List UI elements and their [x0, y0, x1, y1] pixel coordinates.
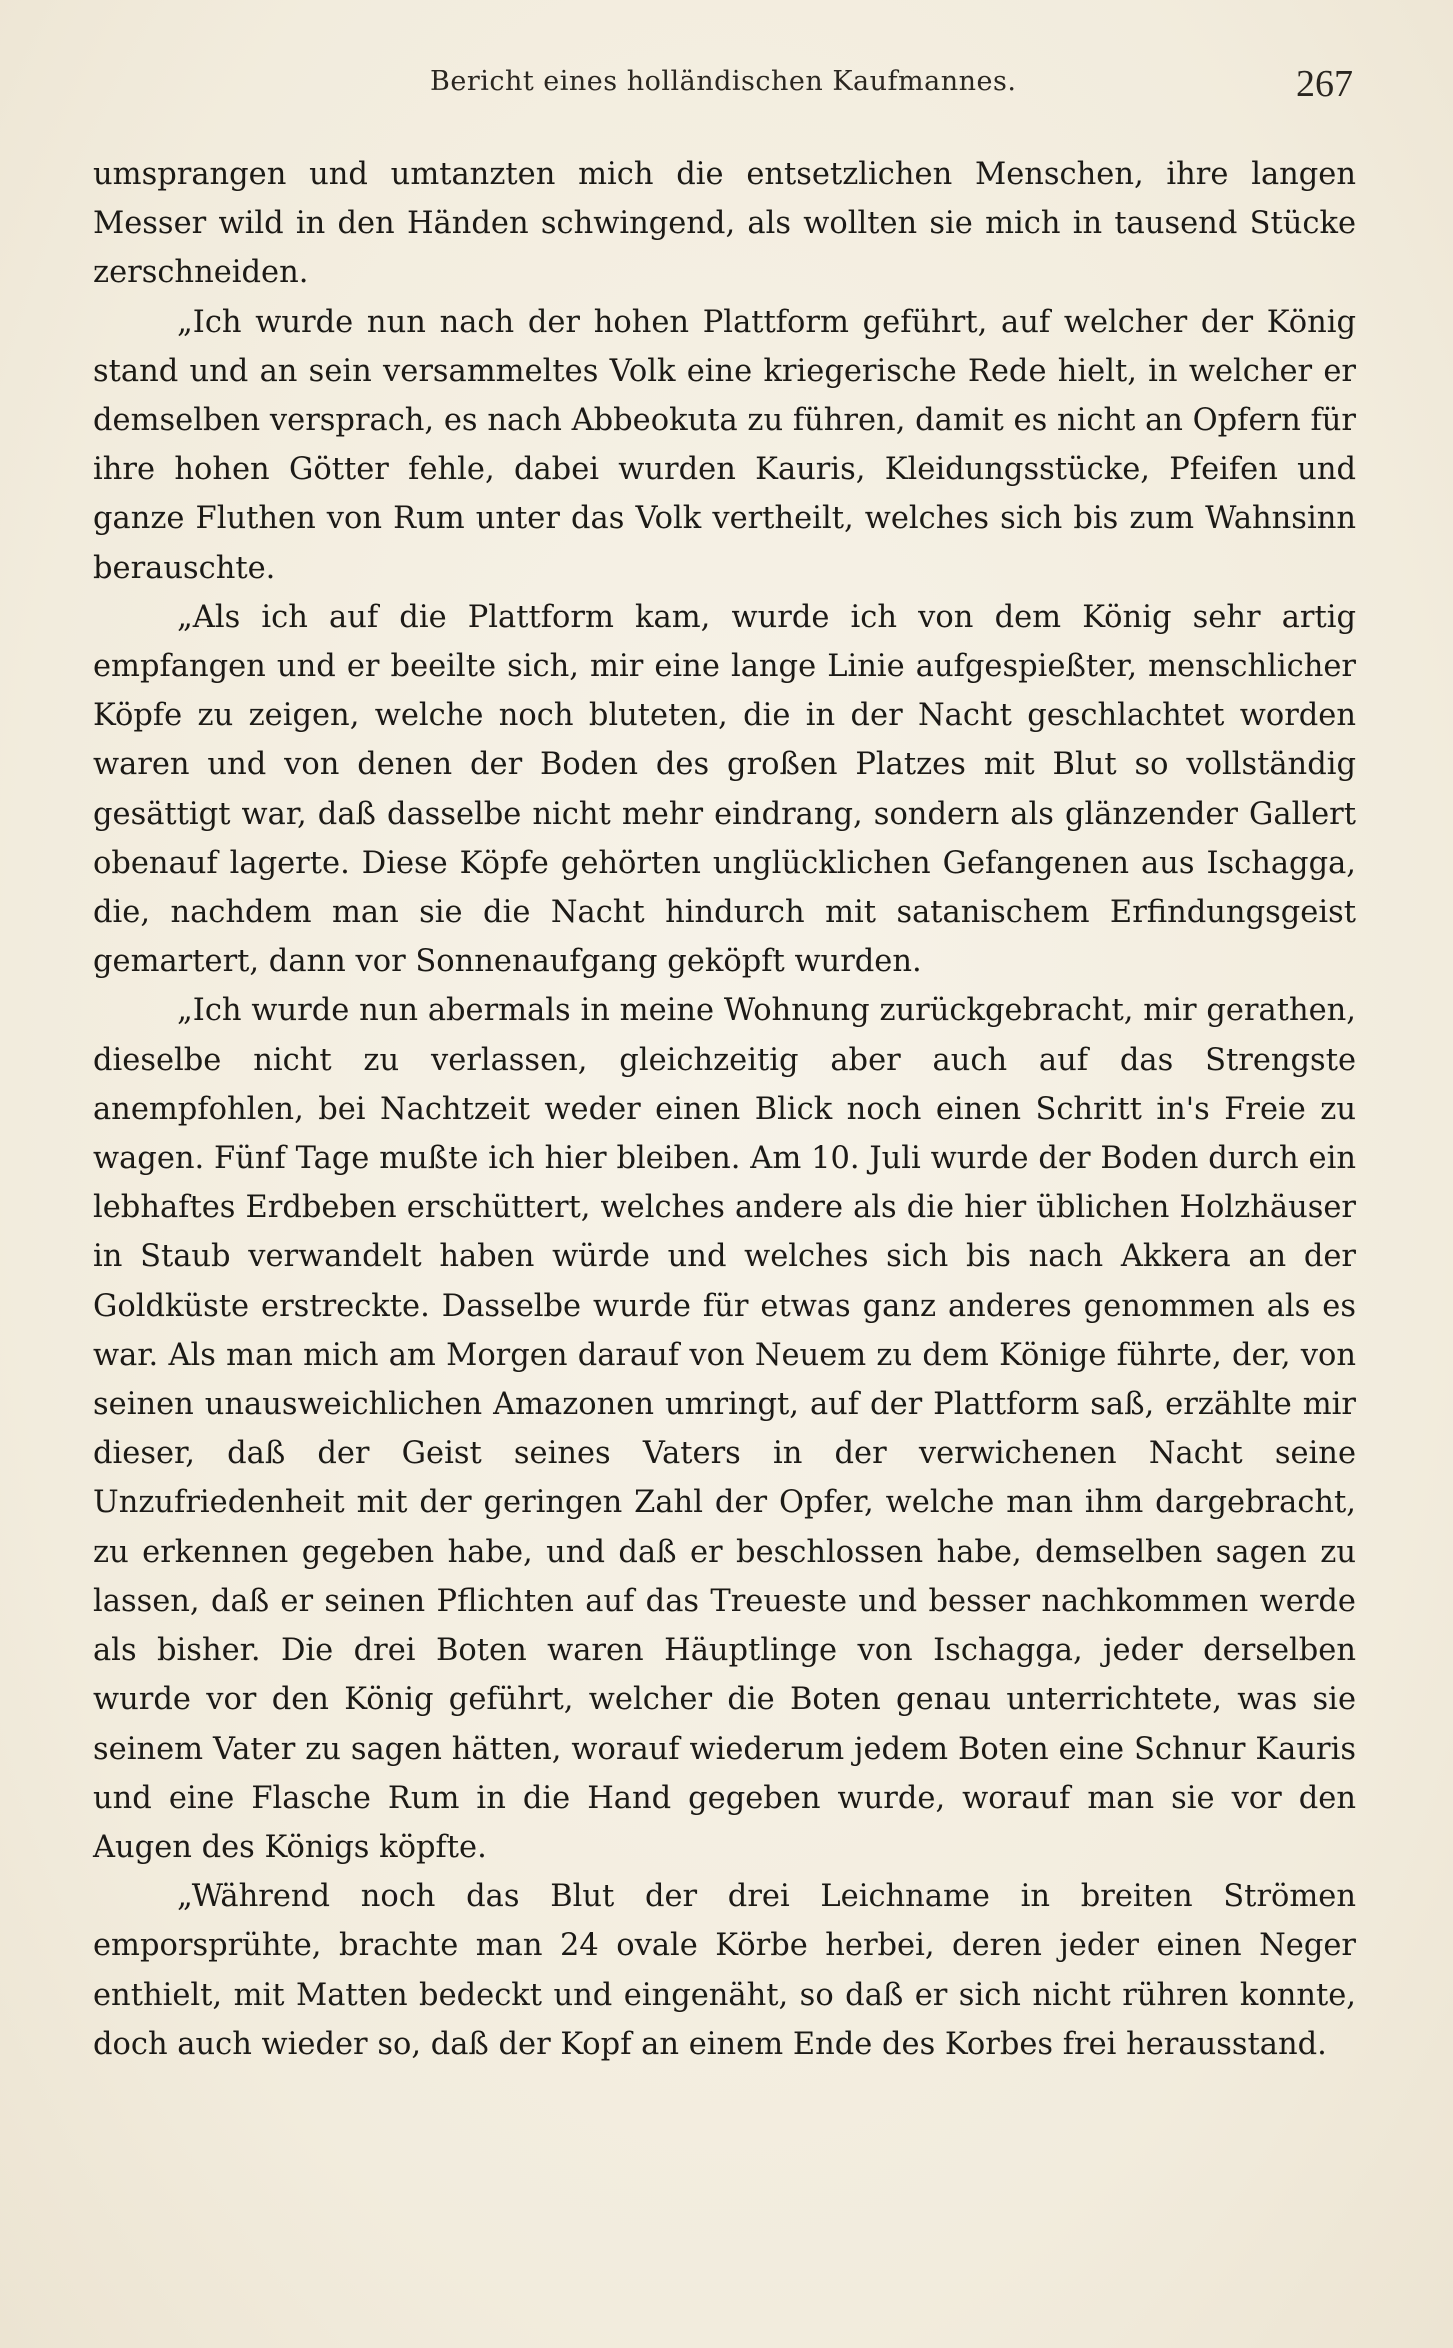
page-header [90, 62, 1353, 112]
paragraph-5: „Während noch das Blut der drei Leichname in breiten Strömen emporsprühte, brachte man 24 ovale Körbe herbei, deren jeder einen Neger enthielt, mit Matten bedeckt und eingenäht, so daß er sich nicht rühren konnte, doch auch wieder so, daß der Kopf an einem Ende des Korbes frei herausstand. [93, 1879, 1356, 2062]
paragraph-1: umsprangen und umtanzten mich die entsetzlichen Menschen, ihre langen Messer wild in den Händen schwingend, als wollten sie mich in tausend Stücke zerschneiden. [93, 157, 1356, 291]
body-text [93, 150, 1356, 2069]
running-head: Bericht eines holländischen Kaufmannes. [430, 66, 1017, 97]
paragraph-4: „Ich wurde nun abermals in meine Wohnung zurückgebracht, mir gerathen, dieselbe nicht zu verlassen, gleichzeitig aber auch auf das Strengste anempfohlen, bei Nachtzeit weder einen Blick noch einen Schritt in's Freie zu wagen. Fünf Tage mußte ich hier bleiben. Am 10. Juli wurde der Boden durch ein lebhaftes Erdbeben erschüttert, welches andere als die hier üblichen Holzhäuser in Staub verwandelt haben würde und welches sich bis nach Akkera an der Goldküste erstreckte. Dasselbe wurde für etwas ganz anderes genommen als es war. Als man mich am Morgen darauf von Neuem zu dem Könige führte, der, von seinen unausweichlichen Amazonen umringt, auf der Plattform saß, erzählte mir dieser, daß der Geist seines Vaters in der verwichenen Nacht seine Unzufriedenheit mit der geringen Zahl der Opfer, welche man ihm dargebracht, zu erkennen gegeben habe, und daß er beschlossen habe, demselben sagen zu lassen, daß er seinen Pflichten auf das Treueste und besser nachkommen werde als bisher. Die drei Boten waren Häuptlinge von Ischagga, jeder derselben wurde vor den König geführt, welcher die Boten genau unterrichtete, was sie seinem Vater zu sagen hätten, worauf wiederum jedem Boten eine Schnur Kauris und eine Flasche Rum in die Hand gegeben wurde, worauf man sie vor den Augen des Königs köpfte. [93, 993, 1356, 1865]
paragraph-2: „Ich wurde nun nach der hohen Plattform geführt, auf welcher der König stand und an sein versammeltes Volk eine kriegerische Rede hielt, in welcher er demselben versprach, es nach Abbeokuta zu führen, damit es nicht an Opfern für ihre hohen Götter fehle, dabei wurden Kauris, Kleidungsstücke, Pfeifen und ganze Fluthen von Rum unter das Volk vertheilt, welches sich bis zum Wahnsinn berauschte. [93, 304, 1356, 586]
paragraph-3: „Als ich auf die Plattform kam, wurde ich von dem König sehr artig empfangen und er beeilte sich, mir eine lange Linie aufgespießter, menschlicher Köpfe zu zeigen, welche noch bluteten, die in der Nacht geschlachtet worden waren und von denen der Boden des großen Platzes mit Blut so vollständig gesättigt war, daß dasselbe nicht mehr eindrang, sondern als glänzender Gallert obenauf lagerte. Diese Köpfe gehörten unglücklichen Gefangenen aus Ischagga, die, nachdem man sie die Nacht hindurch mit satanischem Erfindungsgeist gemartert, dann vor Sonnenaufgang geköpft wurden. [93, 599, 1356, 980]
page-number: 267 [1296, 63, 1353, 105]
